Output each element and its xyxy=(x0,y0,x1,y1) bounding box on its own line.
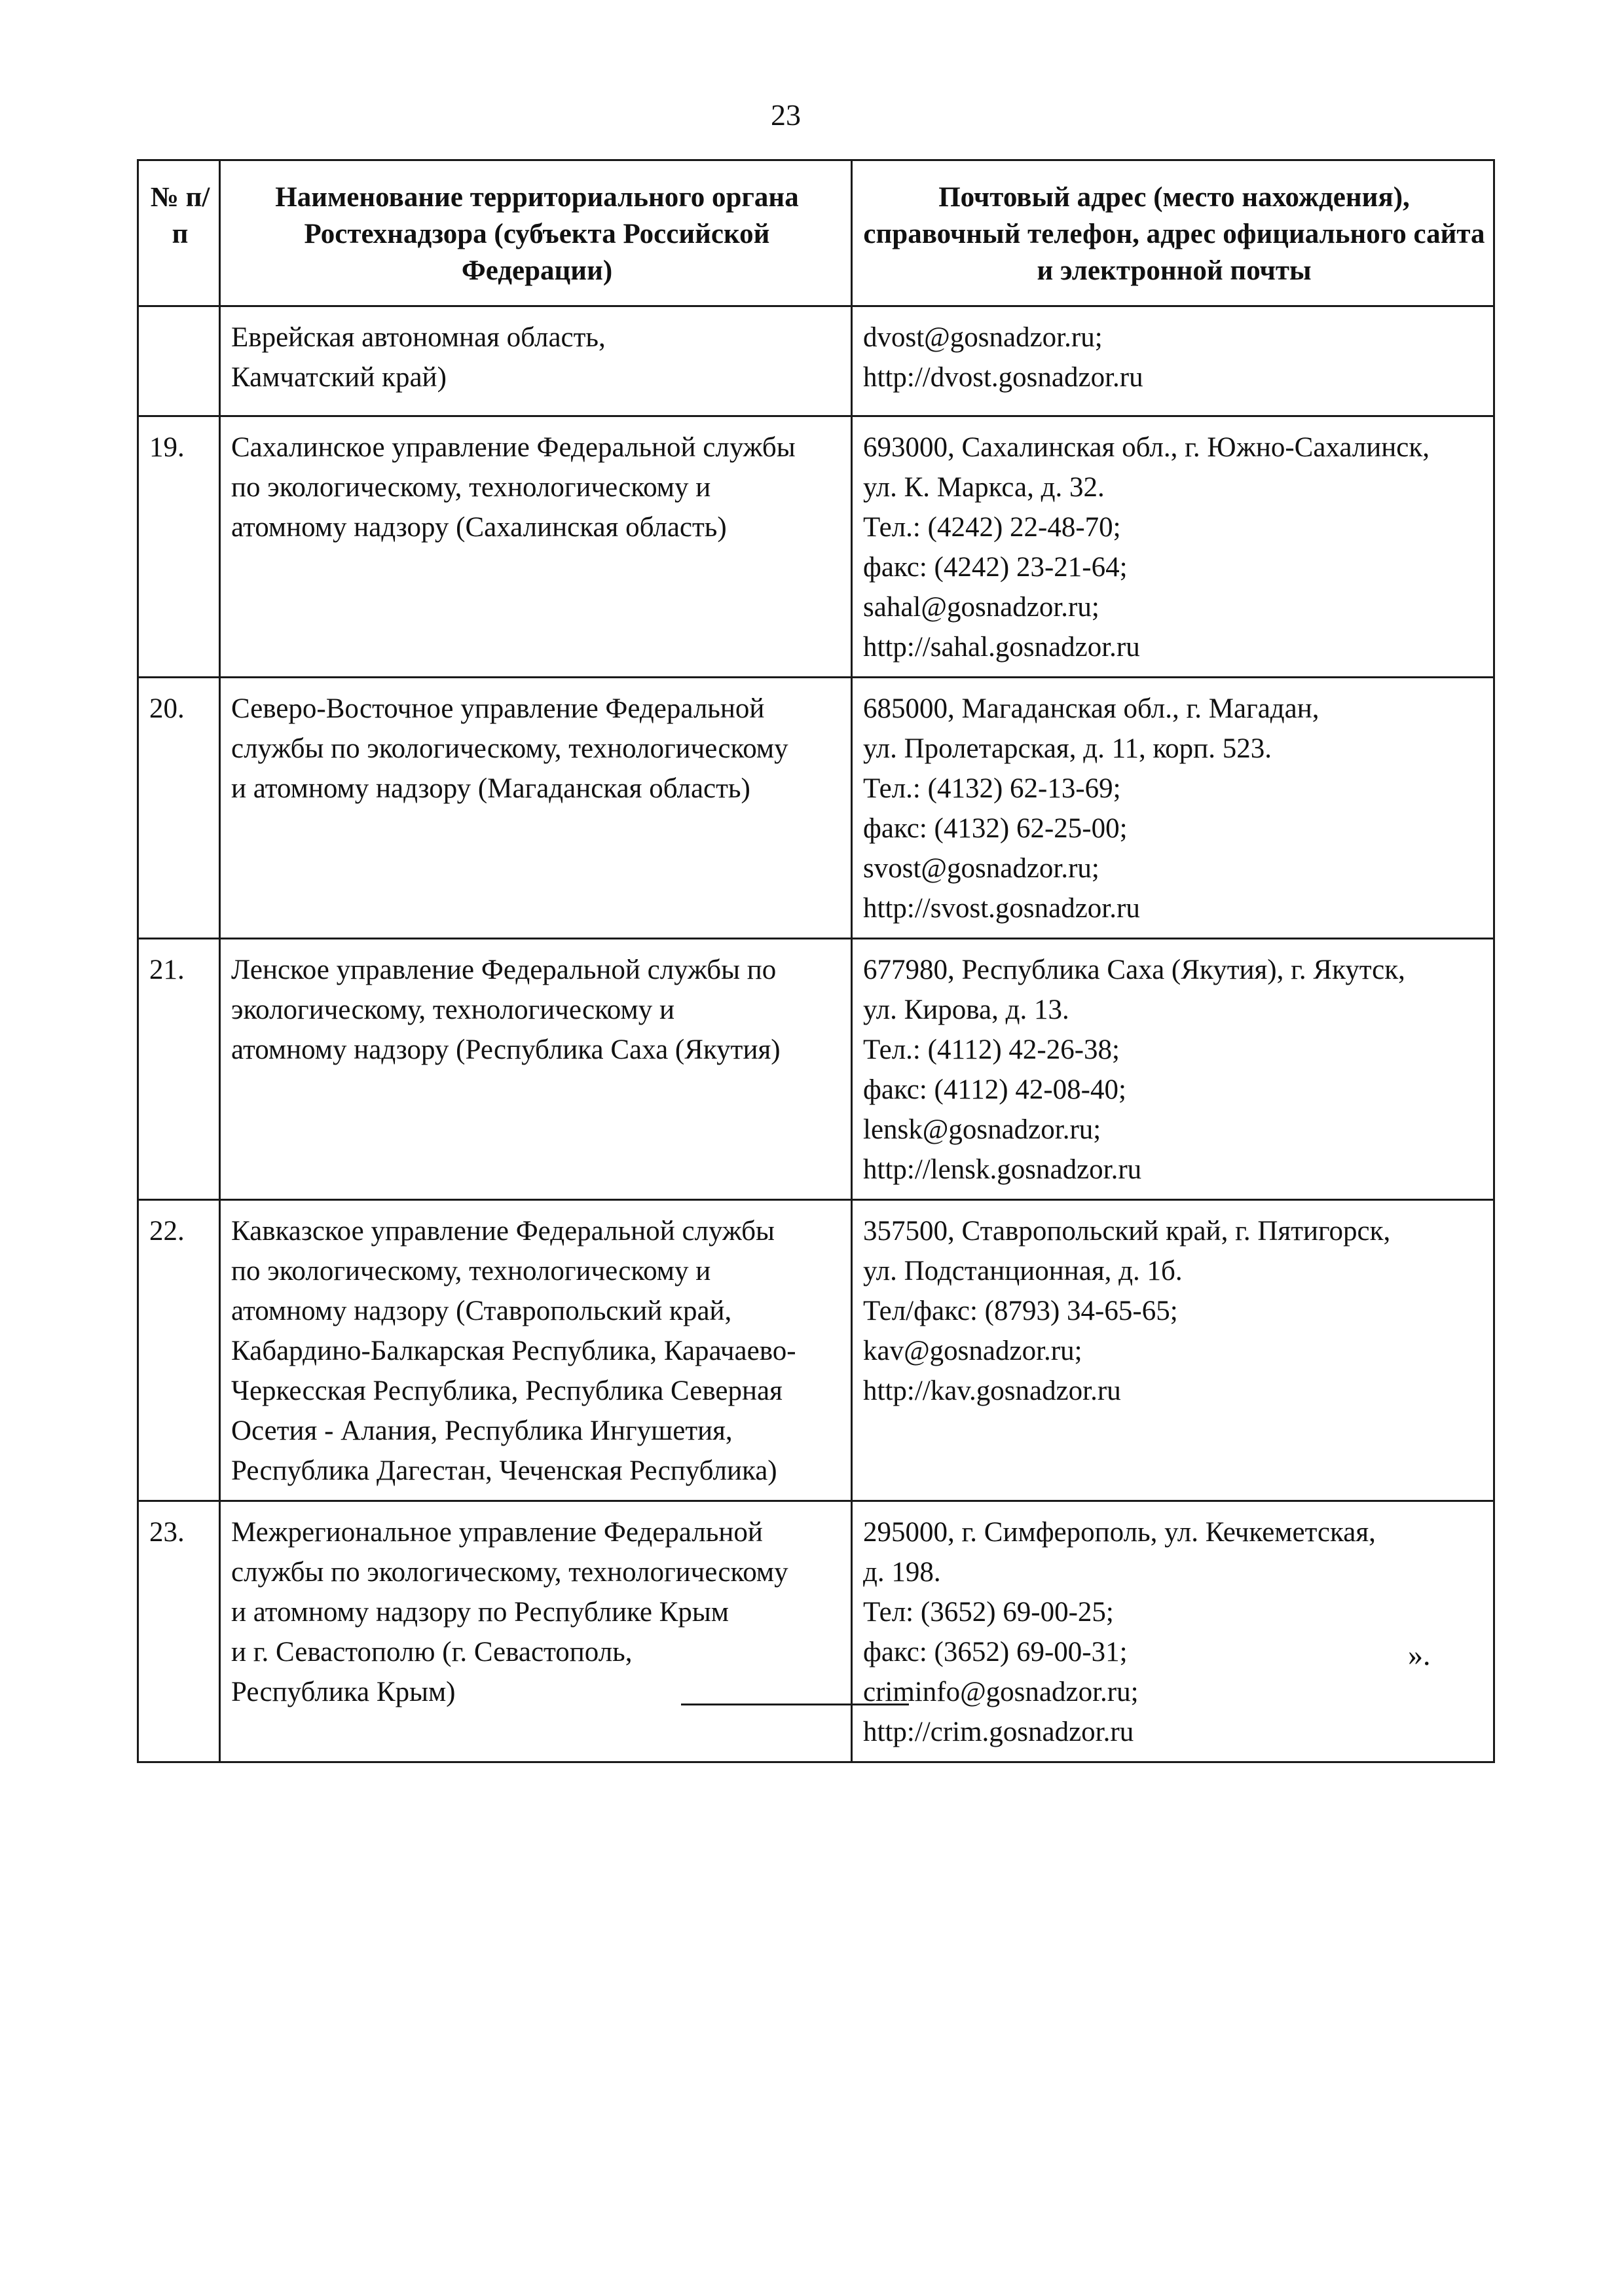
email-line: kav@gosnadzor.ru; xyxy=(863,1336,1082,1366)
header-office-name: Наименование территориального органа Ростехнадзора (субъекта Российской Федерации) xyxy=(220,160,852,306)
office-name-cell xyxy=(220,416,852,678)
table-header-row xyxy=(138,160,1494,306)
website-line: http://crim.gosnadzor.ru xyxy=(863,1717,1134,1747)
postal-address-line: 295000, г. Симферополь, ул. Кечкеметская, xyxy=(863,1517,1376,1548)
email-line: dvost@gosnadzor.ru; xyxy=(863,322,1103,353)
office-name-cell xyxy=(220,1501,852,1762)
fax-line: факс: (3652) 69-00-31; xyxy=(863,1637,1128,1667)
table-row xyxy=(138,678,1494,939)
office-name-line: Межрегиональное управление Федеральной xyxy=(231,1517,763,1548)
office-name-line: по экологическому, технологическому и xyxy=(231,1256,711,1286)
postal-address-line: 677980, Республика Саха (Якутия), г. Якутск, xyxy=(863,955,1405,985)
email-line: criminfo@gosnadzor.ru; xyxy=(863,1677,1139,1707)
row-number: 23. xyxy=(138,1501,220,1762)
address-cell xyxy=(852,1200,1494,1501)
postal-address-line: 693000, Сахалинская обл., г. Южно-Сахалинск, xyxy=(863,432,1430,463)
row-number xyxy=(138,306,220,416)
office-name-line: Кавказское управление Федеральной службы xyxy=(231,1216,775,1247)
website-line: http://dvost.gosnadzor.ru xyxy=(863,362,1143,393)
website-line: http://kav.gosnadzor.ru xyxy=(863,1376,1121,1406)
address-cell xyxy=(852,416,1494,678)
page-number: 23 xyxy=(771,98,801,132)
email-line: sahal@gosnadzor.ru; xyxy=(863,592,1099,623)
table-row xyxy=(138,306,1494,416)
office-name-cell xyxy=(220,939,852,1200)
phone-line: Тел.: (4242) 22-48-70; xyxy=(863,512,1121,543)
office-name-line: по экологическому, технологическому и xyxy=(231,472,711,503)
office-name-cell xyxy=(220,678,852,939)
postal-address-line: д. 198. xyxy=(863,1557,941,1588)
email-line: svost@gosnadzor.ru; xyxy=(863,853,1099,884)
office-name-cell xyxy=(220,1200,852,1501)
office-name-line: службы по экологическому, технологическому xyxy=(231,733,788,764)
row-number: 22. xyxy=(138,1200,220,1501)
table-row xyxy=(138,939,1494,1200)
end-of-section-rule xyxy=(681,1704,909,1705)
address-cell xyxy=(852,306,1494,416)
website-line: http://svost.gosnadzor.ru xyxy=(863,893,1140,924)
office-name-line: Камчатский край) xyxy=(231,362,447,393)
phone-line: Тел.: (4112) 42-26-38; xyxy=(863,1034,1120,1065)
office-name-line: и атомному надзору по Республике Крым xyxy=(231,1597,729,1628)
office-name-line: и атомному надзору (Магаданская область) xyxy=(231,773,750,804)
office-name-line: атомному надзору (Республика Саха (Якутия) xyxy=(231,1034,781,1065)
office-name-line: Ленское управление Федеральной службы по xyxy=(231,955,777,985)
postal-address-line: ул. Подстанционная, д. 1б. xyxy=(863,1256,1183,1286)
fax-line: факс: (4132) 62-25-00; xyxy=(863,813,1128,844)
row-number: 20. xyxy=(138,678,220,939)
office-name-line: Осетия - Алания, Республика Ингушетия, xyxy=(231,1415,733,1446)
header-number: № п/п xyxy=(138,160,220,306)
address-cell xyxy=(852,678,1494,939)
phone-fax-line: Тел/факс: (8793) 34-65-65; xyxy=(863,1296,1178,1326)
office-name-line: атомному надзору (Сахалинская область) xyxy=(231,512,727,543)
office-name-cell xyxy=(220,306,852,416)
office-name-line: Сахалинское управление Федеральной службы xyxy=(231,432,796,463)
phone-line: Тел: (3652) 69-00-25; xyxy=(863,1597,1114,1628)
fax-line: факс: (4242) 23-21-64; xyxy=(863,552,1128,583)
office-name-line: Еврейская автономная область, xyxy=(231,322,606,353)
office-name-line: атомному надзору (Ставропольский край, xyxy=(231,1296,732,1326)
office-name-line: Черкесская Республика, Республика Северная xyxy=(231,1376,783,1406)
website-line: http://lensk.gosnadzor.ru xyxy=(863,1154,1142,1185)
rostekhnadzor-offices-table xyxy=(137,159,1495,1763)
address-cell xyxy=(852,939,1494,1200)
office-name-line: Республика Дагестан, Чеченская Республика) xyxy=(231,1455,777,1486)
fax-line: факс: (4112) 42-08-40; xyxy=(863,1074,1126,1105)
office-name-line: Северо-Восточное управление Федеральной xyxy=(231,693,765,724)
postal-address-line: ул. Кирова, д. 13. xyxy=(863,994,1069,1025)
website-line: http://sahal.gosnadzor.ru xyxy=(863,632,1140,663)
row-number: 21. xyxy=(138,939,220,1200)
office-name-line: службы по экологическому, технологическому xyxy=(231,1557,788,1588)
postal-address-line: ул. К. Маркса, д. 32. xyxy=(863,472,1105,503)
office-name-line: Республика Крым) xyxy=(231,1677,456,1707)
table-row xyxy=(138,416,1494,678)
table-row xyxy=(138,1200,1494,1501)
email-line: lensk@gosnadzor.ru; xyxy=(863,1114,1101,1145)
header-address: Почтовый адрес (место нахождения), справочный телефон, адрес официального сайта и электронной почты xyxy=(852,160,1494,306)
postal-address-line: ул. Пролетарская, д. 11, корп. 523. xyxy=(863,733,1272,764)
phone-line: Тел.: (4132) 62-13-69; xyxy=(863,773,1121,804)
row-number: 19. xyxy=(138,416,220,678)
office-name-line: Кабардино-Балкарская Республика, Карачаево- xyxy=(231,1336,796,1366)
address-cell xyxy=(852,1501,1494,1762)
postal-address-line: 357500, Ставропольский край, г. Пятигорск, xyxy=(863,1216,1391,1247)
table-row xyxy=(138,1501,1494,1762)
postal-address-line: 685000, Магаданская обл., г. Магадан, xyxy=(863,693,1320,724)
office-name-line: и г. Севастополю (г. Севастополь, xyxy=(231,1637,633,1667)
office-name-line: экологическому, технологическому и xyxy=(231,994,674,1025)
closing-quote: ». xyxy=(1408,1638,1431,1671)
